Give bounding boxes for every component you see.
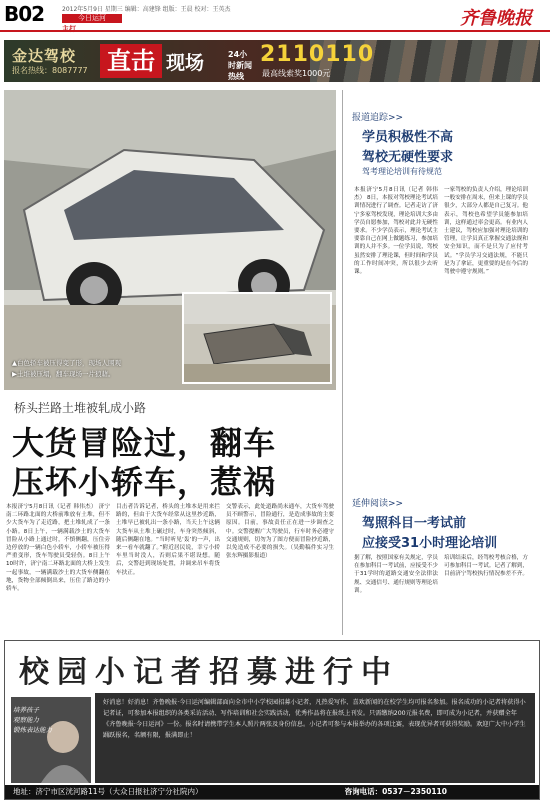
- page-number: B02: [4, 2, 45, 26]
- side-story-1-subhead: 驾考理论培训有待规范: [362, 167, 442, 176]
- main-story-body-col-2: 目击者告诉记者，桥头的土堆本是用来拦路的，但由于大货车经常从这里抄近路，土堆早已被轧出一条小路，当天上午这辆大货车从土堆上碾过时，车身突然倾斜，随后侧翻在地。“当时听见‘轰’的一声，出来一看车就翻了。”附近居民说，幸亏小轿车里当时没人，否则后果不堪设想。随后，交警赶到现场处置，并调来吊车将货车扶正。: [116, 504, 220, 576]
- ad-school-name: 金达驾校: [12, 47, 77, 65]
- slogan-line-2: 观察能力: [13, 716, 39, 724]
- side-story-1-body-col-1: 本报济宁5月8日讯（记者 韩伟杰） 8日，本报对驾校理论考试培训情况进行了调查。记者走访了济宁多家驾校发现，理论培训大多由学员自愿参加，驾校对此并无硬性要求。不少学员表示，理论考试主要靠自己在网上做题练习，参加培训的人并不多。一位学员说，驾校虽然安排了理论课，但时间和学员的工作时间冲突，所以很少去听课。: [354, 187, 438, 276]
- column-divider: [342, 90, 343, 635]
- story-kicker: 桥头拦路土堆被轧成小路: [14, 401, 147, 415]
- ad-direct-label: 直击: [100, 44, 162, 78]
- headline-line-1: 大货冒险过，翻车: [12, 424, 277, 462]
- paper-logo: 齐鲁晚报: [460, 8, 532, 29]
- side-story-2-body-col-2: 培训结束后，经驾校考核合格，方可参加科目一考试。记者了解到，目前济宁驾校执行情况参差不齐。: [444, 555, 528, 578]
- section-tag: 今日运河: [62, 14, 122, 23]
- side-story-2-headline-line-2: 应接受31小时理论培训: [362, 536, 498, 551]
- ad-hours-label: 24小时新闻热线: [228, 50, 252, 81]
- slogan-line-1: 培养孩子: [13, 706, 39, 714]
- recruitment-body: 好消息！好消息！齐鲁晚报·今日运河编辑部面向全市中小学校园招募小记者，凡热爱写作、喜欢新闻的在校学生均可报名参加。报名成功的小记者将获得小记者证，可参加本报组织的各类采访活动、写作培训和社会实践活动，优秀作品将在报纸上刊发。只需缴纳200元报名费，即可成为小记者，并获赠全年《齐鲁晚报·今日运河》一份。报名时请携带学生本人照片两张及身份信息。小记者可参与本报举办的各项比赛，表现优异者可获得奖励。欢迎广大中小学生踊跃报名，名额有限，报满即止！: [95, 693, 535, 783]
- main-story-body-col-3: 交警表示，此处道路尚未通车，大货车驾驶员不顾警示，冒险通行，是造成事故的主要原因。目前，事故责任正在进一步调查之中。交警提醒广大驾驶员，行车时务必遵守交通规则，切勿为了图方便而冒险抄近路，以免造成不必要的损失。（吴勤稿件实习生张东辉摄影报道）: [226, 504, 334, 560]
- photo-caption-line-2: ▶土堆被压塌，翻车现场一片狼藉。: [12, 370, 115, 378]
- recruitment-ad: [4, 640, 540, 800]
- accident-photo: [4, 90, 336, 390]
- date-line: 2012年5月9日 星期三 编辑：高建锋 组版：王晨 校对：王英杰: [62, 6, 231, 13]
- overturned-truck-illustration: [184, 294, 330, 382]
- footer-address: 地址：济宁市区洸河路11号（大众日报社济宁分社院内）: [13, 787, 203, 796]
- slogan-line-3: 锻炼表达能力: [13, 726, 52, 734]
- headline-line-2: 压坏小轿车，惹祸: [12, 463, 277, 501]
- ad-phone: 报名热线：8087777: [12, 66, 88, 75]
- side-story-1-headline-line-2: 驾校无硬性要求: [362, 150, 454, 165]
- column-tag: 主打: [62, 25, 76, 33]
- ad-hotline-number: 2110110: [260, 42, 375, 67]
- side-story-2-tag: 延伸阅读>>: [352, 499, 404, 509]
- overturned-truck-photo: [182, 292, 332, 384]
- side-story-2-headline-line-1: 驾照科目一考试前: [362, 516, 467, 531]
- recruitment-title: 校园小记者招募进行中: [19, 655, 399, 690]
- photo-caption: [12, 358, 121, 380]
- recruitment-footer: [5, 785, 540, 799]
- side-story-2-body-col-1: 据了解，按照国家有关规定，学员在参加科目一考试前，应接受不少于31学时的道路交通安全法律法规、交通信号、通行规则等理论培训。: [354, 555, 438, 594]
- ad-live-label: 现场: [166, 52, 205, 74]
- side-story-1-tag: 报道追踪>>: [352, 113, 404, 123]
- photo-caption-line-1: ▲白色轿车被压得变了形，现场人围观: [12, 359, 121, 367]
- side-story-1-body-col-2: 一家驾校的负责人介绍，理论培训一般安排在周末，但来上课的学员很少，大部分人都是自己复习。他表示，驾校也希望学员能参加培训，这样通过率会更高。有业内人士建议，驾校应加强对理论培训的管理，让学员真正掌握交通法规和安全知识，而不是只为了应付考试。“学员学习交通法规，不能只是为了拿证，更重要的是在今后的驾驶中遵守规则。”: [444, 187, 528, 276]
- ad-reward-text: 最高线索奖1000元: [262, 69, 331, 78]
- footer-phone: 咨询电话：0537－2350110: [344, 787, 447, 796]
- student-photo: [11, 697, 91, 783]
- ad-banner: [4, 40, 540, 82]
- page-header: [0, 0, 550, 32]
- main-story-body-col-1: 本报济宁5月8日讯（记者 韩伟杰） 济宁南二环路北面的大桥前堆放有土堆，但不少大货车为了走近路，把土堆轧成了一条小路。8日上午，一辆满载沙土的大货车冒险从小路上通过时，不慎侧翻，压住旁边停放的一辆白色小轿车，小轿车被压得严重变形，货车驾驶员受轻伤。8日上午10时许，济宁南二环路北面的大桥上发生一起事故，一辆满载沙土的大货车侧翻在地，货物全部倾倒出来，压住了路边的小轿车。: [6, 504, 110, 593]
- side-story-1-headline-line-1: 学员积极性不高: [362, 130, 454, 145]
- recruitment-slogan: [13, 705, 71, 735]
